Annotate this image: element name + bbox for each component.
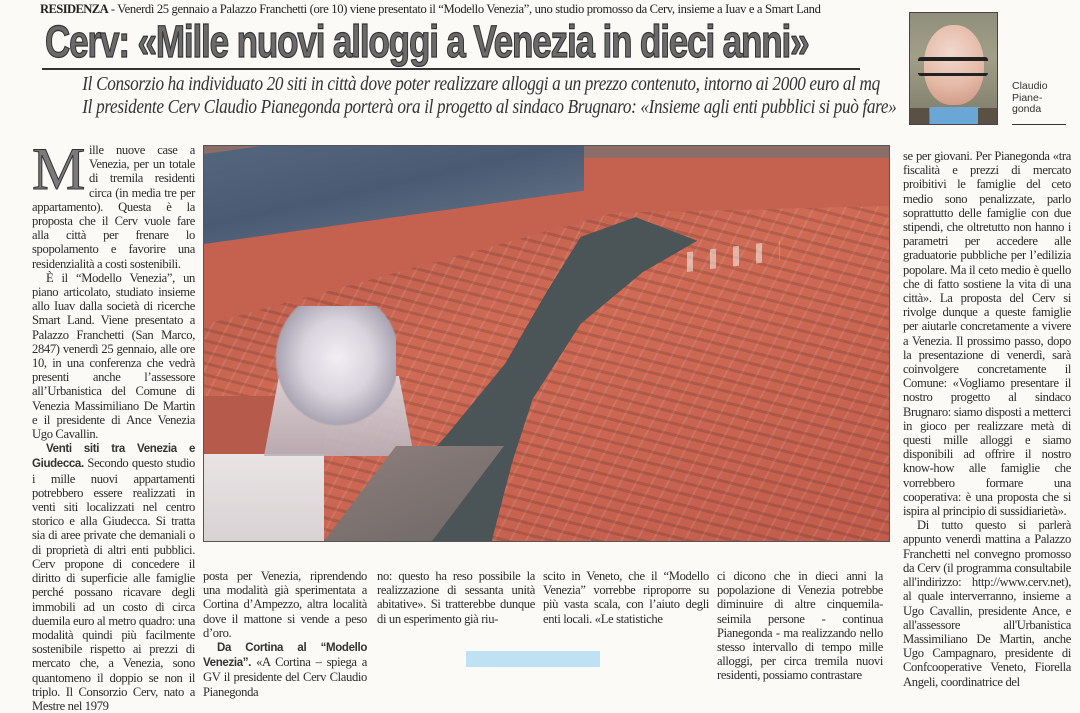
subtitle-line-1: Il Consorzio ha individuato 20 siti in città dove poter realizzare alloggi a un prezzo contenuto, intorno ai 2000 euro al mq <box>82 73 880 95</box>
highlight-band <box>466 651 600 667</box>
kicker-section: RESIDENZA <box>40 2 109 16</box>
headline-underline <box>42 68 860 70</box>
column-4 <box>543 569 709 626</box>
col6-paragraph-2: Di tutto questo si parlerà appunto venerdì mattina a Palazzo Franchetti nel convegno promosso da Cerv (il programma consultabile all'indirizzo: http://www.cerv.net), al quale interverranno, insieme a Ugo Cavallin, presidente Ance, e all'assessore all'Urbanistica Massimiliano De Martin, anche Ugo Campagnaro, presidente di Confcooperative Veneto, Fiorella Angeli, coordinatrice del <box>903 518 1071 689</box>
subhead-da-cortina: Da Cortina al “Modello Venezia”. <box>203 642 367 670</box>
column-2 <box>203 569 367 699</box>
photo-giudecca-canal <box>204 145 584 244</box>
venice-aerial-photo <box>203 145 890 542</box>
subhead-venti-siti: Venti siti tra Venezia e Giudecca. <box>32 443 195 471</box>
portrait-glasses <box>918 57 988 76</box>
portrait-jacket <box>910 108 997 125</box>
caption-line: Claudio <box>1012 80 1048 92</box>
col4-paragraph-1: scito in Veneto, che il “Modello Venezia” vorrebbe riproporre su più vasta scala, con l’aiuto degli enti locali. «Le statistiche <box>543 569 709 626</box>
dropcap: M <box>32 136 85 202</box>
caption-rule <box>1012 124 1066 125</box>
col2-paragraph-1: posta per Venezia, riprendendo una modalità già sperimentata a Cortina d’Ampezzo, altra località dove il mattone si vende a peso d’oro. <box>203 569 367 640</box>
kicker-line <box>40 1 900 17</box>
col5-paragraph-1: ci dicono che in dieci anni la popolazione di Venezia potrebbe diminuire di altre cinquemila-seimila persone - continua Pianegonda - ma realizzando nello stesso intervallo di tempo mille alloggi, per circa tremila nuovi residenti, possiamo contrastare <box>717 569 883 683</box>
col2-paragraph-2: «A Cortina – spiega a GV il presidente del Cerv Claudio Pianegonda <box>203 655 367 699</box>
subtitle-line-2: Il presidente Cerv Claudio Pianegonda porterà ora il progetto al sindaco Brugnaro: «Insieme agli enti pubblici si può fare» <box>82 96 897 118</box>
kicker-text: - Venerdì 25 gennaio a Palazzo Franchetti (ore 10) viene presentato il “Modello Venezia”, uno studio promosso da Cerv, insieme a Iuav e a Smart Land <box>108 2 821 16</box>
caption-line: Piane- <box>1012 91 1043 104</box>
subtitle <box>82 73 897 119</box>
col1-paragraph-1: ille nuove case a Venezia, per un totale di tremila residenti circa (in media tre per appartamento). Questa è la proposta che il Cerv vuole fare alla città per frenare lo spopolamento e favorire una residenzialità a costi sostenibili. <box>32 143 195 271</box>
portrait-caption <box>1012 81 1072 116</box>
column-6 <box>903 149 1071 689</box>
column-1 <box>32 136 195 713</box>
column-5 <box>717 569 883 683</box>
column-3 <box>377 569 535 626</box>
col3-paragraph-1: no: questo ha reso possibile la realizzazione di sessanta unità abitative». Si tratterebbe dunque di un esperimento già riu- <box>377 569 535 626</box>
col1-paragraph-3: Secondo questo studio i mille nuovi appartamenti potrebbero essere realizzati in venti siti localizzati nel centro storico e alla Giudecca. Si tratta sia di aree private che demaniali o di proprietà di altri enti pubblici. Cerv propone di concedere il diritto di superficie alle famiglie perché possano ricavare degli immobili ad un costo di circa duemila euro al metro quadro: una modalità quindi più facilmente sostenibile rispetto ai prezzi di mercato che, a Venezia, sono quantomeno il doppio se non il triplo. Il Consorzio Cerv, nato a Mestre nel 1979 <box>32 456 195 713</box>
portrait-photo <box>909 12 998 125</box>
caption-line: gonda <box>1012 103 1042 115</box>
headline: Cerv: «Mille nuovi alloggi a Venezia in dieci anni» <box>45 16 809 67</box>
photo-basilica-dome <box>266 306 396 436</box>
col1-paragraph-2: È il “Modello Venezia”, un piano articolato, studiato insieme allo Iuav dalla società di ricerche Smart Land. Viene presentato a Palazzo Franchetti (San Marco, 2847) venerdì 25 gennaio, alle ore 10, in una conferenza che vedrà presenti anche l’assessore all’Urbanistica del Comune di Venezia Massimiliano De Martin e il presidente di Ance Venezia Ugo Cavallin. <box>32 270 195 442</box>
col6-paragraph-1: se per giovani. Per Pianegonda «tra fiscalità e prezzi di mercato proibitivi le famiglie del ceto medio sono penalizzate, parlo soprattutto delle famiglie con due stipendi, che oltretutto non hanno i parametri per accedere alle graduatorie pubbliche per l’edilizia popolare. Ma il ceto medio è quello che di fatto sostiene la vita di una città». La proposta del Cerv si rivolge dunque a queste famiglie per aiutarle concretamente a vivere a Venezia. Il prossimo passo, dopo la presentazione di venerdì, sarà coinvolgere concretamente il Comune: «Vogliamo presentare il nostro progetto al sindaco Brugnaro: siamo disposti a metterci in gioco per realizzare metà di questi mille alloggi e siamo disponibili ad offrire il nostro know-how alle famiglie che vorrebbero formare una cooperativa: è una proposta che si ispira al principio di sussidiarietà». <box>903 149 1071 519</box>
